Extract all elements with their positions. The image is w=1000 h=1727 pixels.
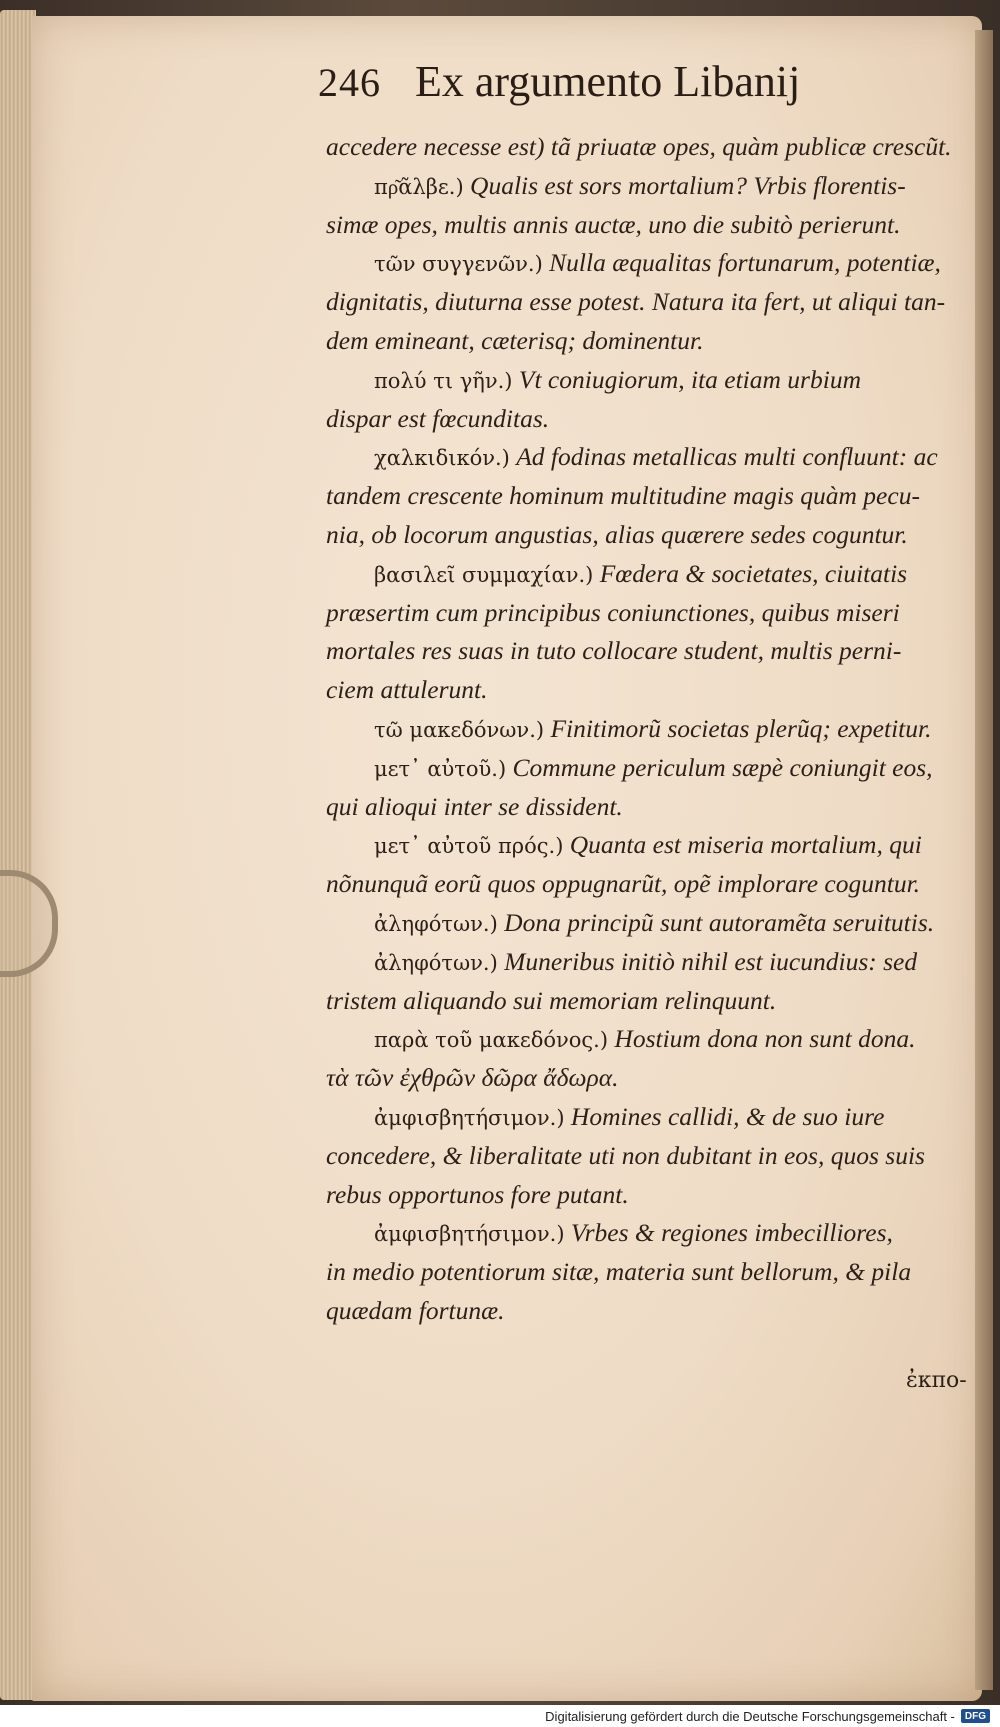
page-number: 246: [318, 60, 381, 105]
commentary-text: in medio potentiorum sitæ, materia sunt bellorum, & pila: [326, 1257, 912, 1287]
commentary-text: ciem attulerunt.: [326, 675, 488, 705]
text-line: [326, 400, 982, 439]
text-line: [326, 1098, 982, 1137]
page-block-left-edge: [0, 10, 36, 1700]
text-line: [326, 438, 982, 477]
text-line: [326, 128, 982, 167]
commentary-text: nia, ob locorum angustias, alias quærere sedes coguntur.: [326, 519, 908, 549]
text-line: [326, 477, 982, 516]
text-line: [326, 749, 982, 788]
greek-lemma: παρὰ τοῦ μακεδόνος.): [374, 1028, 609, 1053]
dfg-logo: DFG: [961, 1709, 990, 1723]
commentary-text: concedere, & liberalitate uti non dubitant in eos, quos suis: [326, 1140, 925, 1170]
text-line: [326, 904, 982, 943]
commentary-text: accedere necesse est) tã priuatæ opes, quàm publicæ crescũt.: [326, 132, 952, 161]
commentary-text: Dona principũ sunt autoramẽta seruitutis.: [497, 907, 935, 937]
digitization-footer: [0, 1705, 1000, 1727]
commentary-text: Hostium dona non sunt dona.: [608, 1024, 916, 1054]
text-line: [326, 1137, 982, 1176]
greek-lemma: ἀληφότων.): [374, 911, 498, 936]
greek-lemma: μετ᾽ αὐτοῦ πρός.): [374, 834, 564, 859]
text-line: [326, 322, 982, 361]
text-line: [326, 283, 982, 322]
commentary-text: Homines callidi, & de suo iure: [564, 1101, 885, 1131]
text-line: [326, 865, 982, 904]
commentary-text: præsertim cum principibus coniunctiones, quibus miseri: [326, 597, 900, 627]
text-line: [326, 982, 982, 1021]
commentary-text: dem emineant, cæterisq; dominentur.: [326, 325, 704, 355]
text-line: [326, 943, 982, 982]
running-head: [318, 56, 908, 116]
commentary-text: dignitatis, diuturna esse potest. Natura ita fert, ut aliqui tan-: [326, 287, 946, 317]
text-line: [326, 244, 982, 283]
commentary-text: τὰ τῶν ἐχθρῶν δῶρα ἄδωρα.: [326, 1063, 619, 1093]
commentary-text: Muneribus initiò nihil est iucundius: sed: [497, 946, 918, 976]
text-line: [326, 671, 982, 710]
commentary-text: quædam fortunæ.: [326, 1295, 505, 1325]
commentary-text: nõnunquã eorũ quos oppugnarũt, opẽ implorare coguntur.: [326, 869, 921, 899]
commentary-text: Commune periculum sæpè coniungit eos,: [506, 752, 933, 782]
greek-lemma: τῶν συγγενῶν.): [374, 252, 543, 277]
text-line: [326, 632, 982, 671]
commentary-text: tandem crescente hominum multitudine magis quàm pecu-: [326, 481, 920, 511]
running-title: Ex argumento Libanij: [415, 57, 801, 106]
commentary-text: dispar est fœcunditas.: [326, 403, 550, 433]
commentary-text: Quanta est miseria mortalium, qui: [563, 830, 922, 860]
commentary-text: simæ opes, multis annis auctæ, uno die subitò perierunt.: [326, 209, 901, 239]
commentary-text: mortales res suas in tuto collocare student, multis perni-: [326, 636, 902, 666]
text-body: [326, 128, 982, 1331]
text-line: [326, 555, 982, 594]
greek-lemma: ἀμφισβητήσιμον.): [374, 1105, 565, 1130]
commentary-text: rebus opportunos fore putant.: [326, 1179, 629, 1209]
footer-credit: Digitalisierung gefördert durch die Deutsche Forschungsgemeinschaft -: [545, 1708, 955, 1724]
text-line: [326, 1059, 982, 1098]
text-line: [326, 594, 982, 633]
text-line: [326, 206, 982, 245]
text-line: [326, 826, 982, 865]
greek-lemma: μετ᾽ αὐτοῦ.): [374, 756, 507, 781]
commentary-text: Vt coniugiorum, ita etiam urbium: [512, 364, 861, 394]
commentary-text: Nulla æqualitas fortunarum, potentiæ,: [542, 248, 941, 278]
greek-lemma: ἀμφισβητήσιμον.): [374, 1222, 565, 1247]
commentary-text: Finitimorũ societas plerũq; expetitur.: [544, 713, 932, 743]
text-line: [326, 710, 982, 749]
greek-lemma: χαλκιδικόν.): [374, 446, 510, 471]
commentary-text: tristem aliquando sui memoriam relinquunt.: [326, 985, 777, 1015]
commentary-text: Qualis est sors mortalium? Vrbis florentis-: [463, 170, 906, 200]
text-line: [326, 1253, 982, 1292]
text-line: [326, 516, 982, 555]
greek-lemma: πολύ τι γῆν.): [374, 368, 513, 393]
greek-lemma: ἀληφότων.): [374, 950, 498, 975]
text-line: [326, 361, 982, 400]
text-line: [326, 1176, 982, 1215]
commentary-text: Vrbes & regiones imbecilliores,: [564, 1218, 893, 1248]
text-line: [326, 788, 982, 827]
catchword: ἐκπο-: [906, 1368, 967, 1393]
greek-lemma: πρ͂ᾶλβε.): [374, 174, 464, 199]
greek-lemma: τῶ μακεδόνων.): [374, 717, 545, 742]
commentary-text: Ad fodinas metallicas multi confluunt: ac: [509, 442, 938, 472]
text-line: [326, 167, 982, 206]
commentary-text: qui alioqui inter se dissident.: [326, 791, 623, 821]
text-line: [326, 1214, 982, 1253]
text-line: [326, 1292, 982, 1331]
greek-lemma: βασιλεῖ συμμαχίαν.): [374, 562, 594, 587]
text-line: [326, 1020, 982, 1059]
commentary-text: Fœdera & societates, ciuitatis: [593, 558, 908, 588]
